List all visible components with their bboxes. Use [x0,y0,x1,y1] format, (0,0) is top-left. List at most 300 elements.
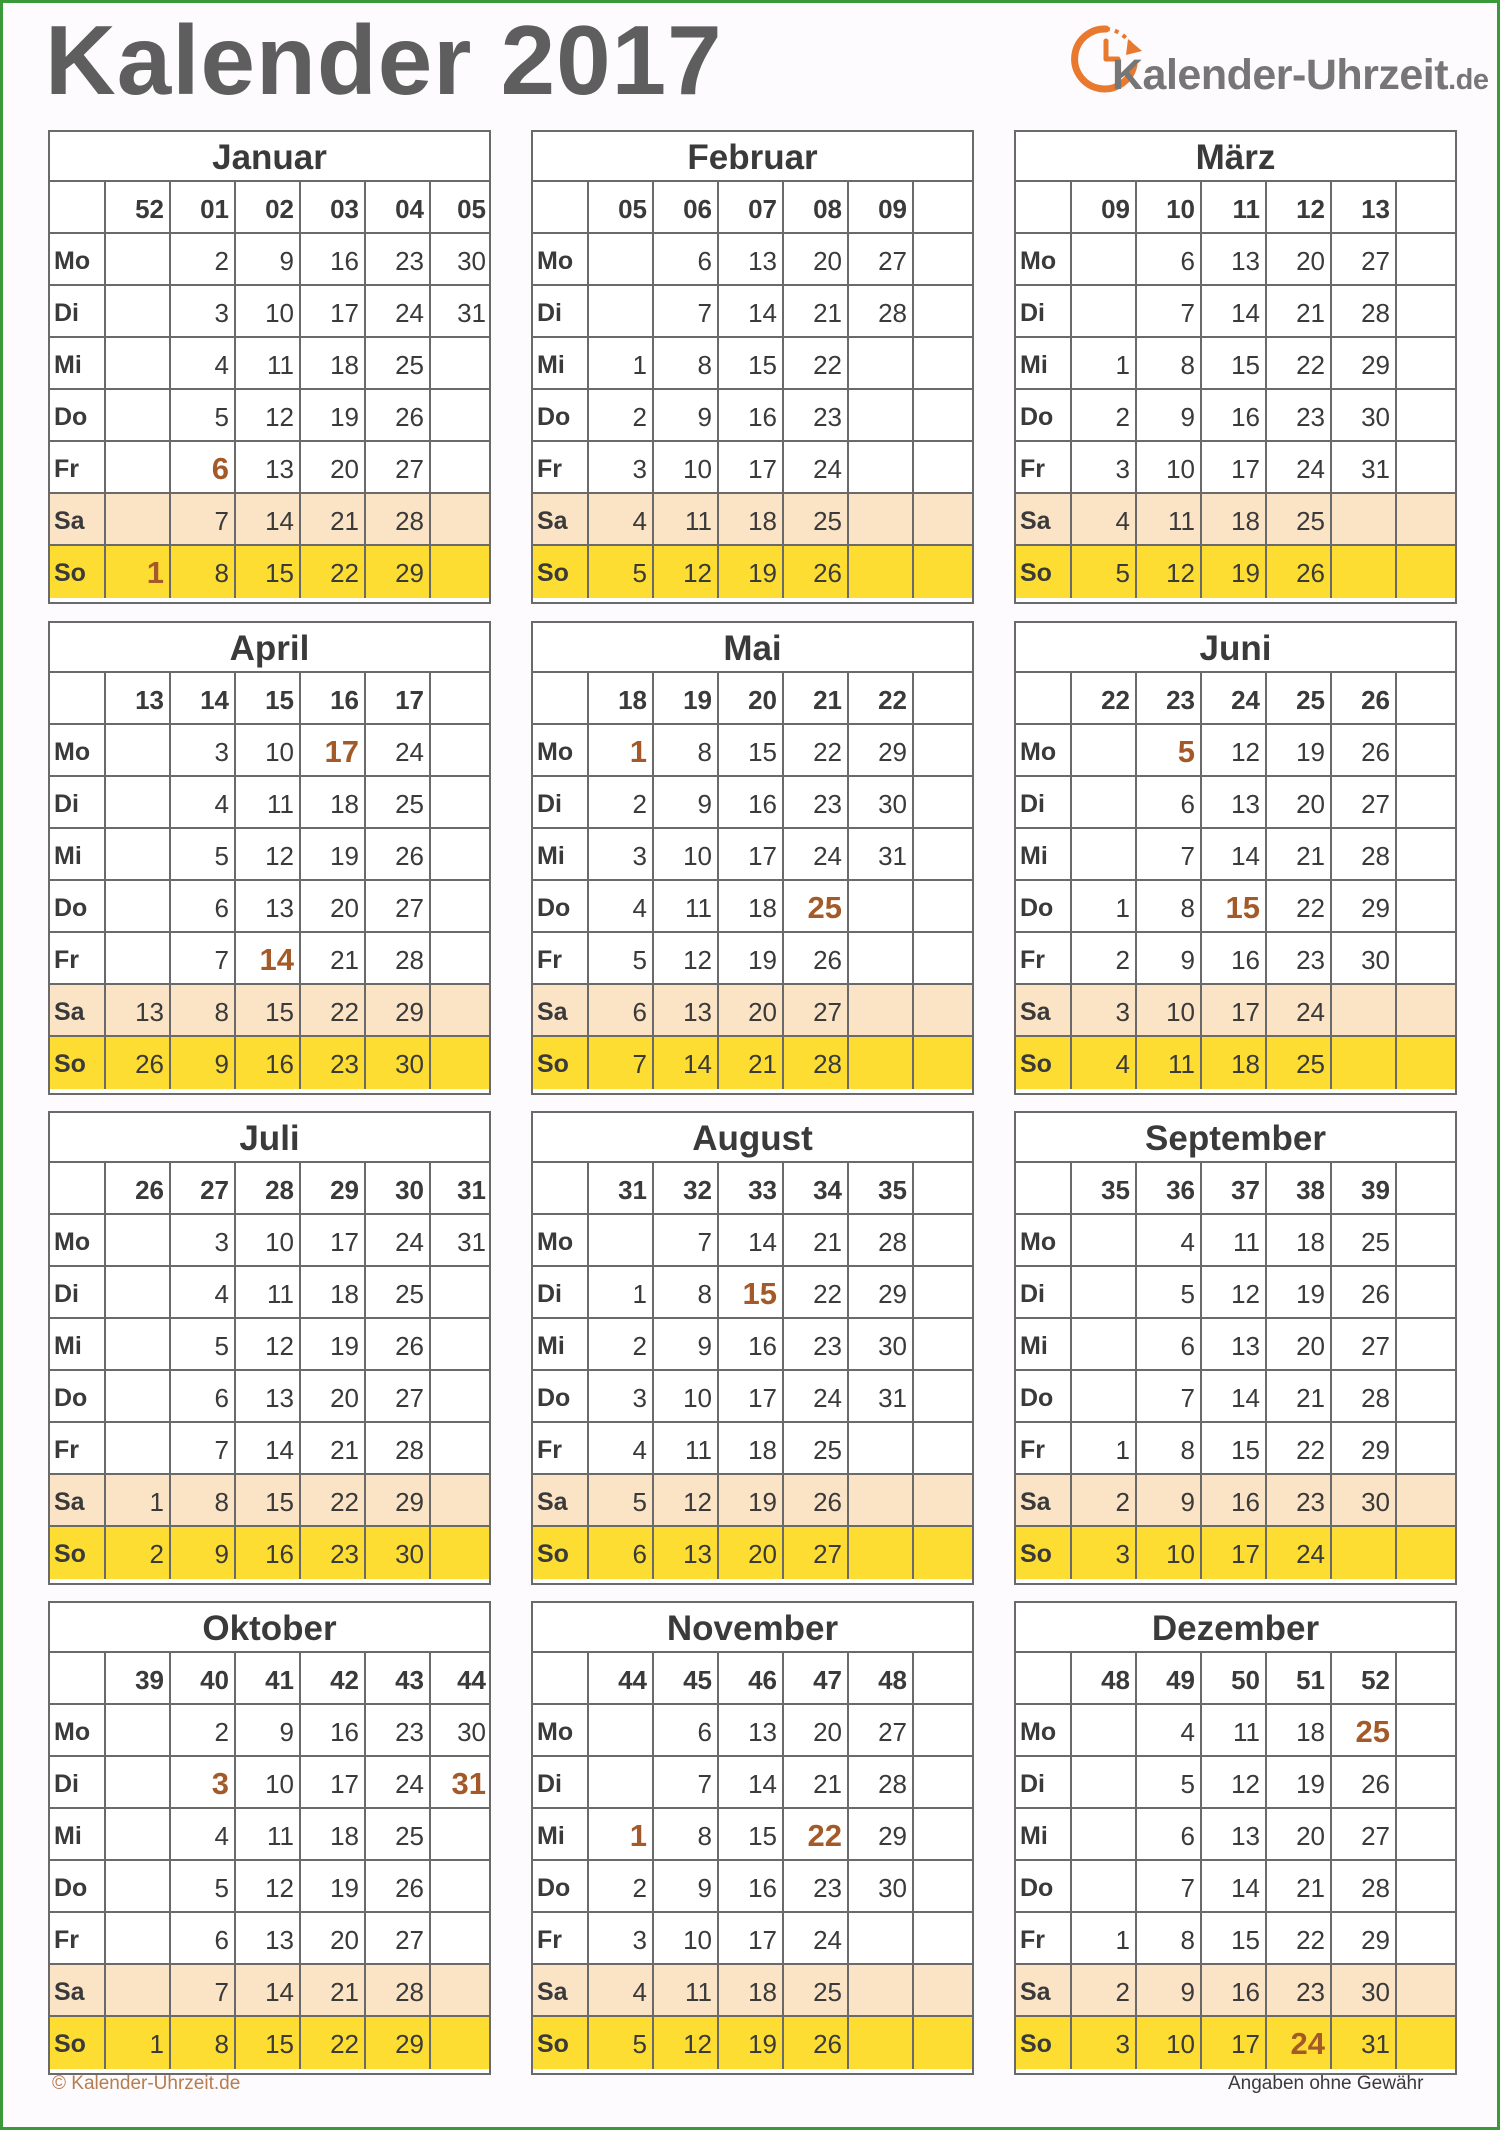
day-cell: 30 [849,777,914,829]
weekday-row-mo [50,725,489,777]
week-number: 37 [1202,1163,1267,1215]
weekday-row-di [1016,1267,1455,1319]
weekday-label: Mo [50,1705,106,1757]
day-cell: 25 [784,1423,849,1475]
day-cell: 7 [171,1423,236,1475]
day-cell [914,725,974,777]
day-cell: 19 [719,546,784,598]
day-cell [431,442,491,494]
day-cell: 28 [1332,1861,1397,1913]
day-cell: 28 [849,286,914,338]
day-cell: 15 [236,985,301,1037]
weekday-row-fr [1016,442,1455,494]
holiday-day-cell: 14 [236,933,301,985]
day-cell [431,1423,491,1475]
day-cell: 1 [1072,1913,1137,1965]
day-cell: 2 [171,234,236,286]
week-number: 40 [171,1653,236,1705]
day-cell: 17 [1202,2017,1267,2069]
day-cell: 23 [366,234,431,286]
corner-cell [50,673,106,725]
day-cell: 17 [719,829,784,881]
month-name: Mai [533,623,972,673]
day-cell: 8 [654,1809,719,1861]
day-cell: 8 [171,546,236,598]
weekday-label: So [533,2017,589,2069]
day-cell: 22 [1267,1913,1332,1965]
week-number-row [533,1163,972,1215]
day-cell: 3 [1072,442,1137,494]
day-cell: 16 [719,1861,784,1913]
day-cell [914,829,974,881]
day-cell [431,390,491,442]
weekday-row-so [1016,1527,1455,1579]
day-cell: 20 [1267,1809,1332,1861]
day-cell: 14 [654,1037,719,1089]
day-cell: 22 [301,985,366,1037]
weekday-row-mo [50,1705,489,1757]
weekday-row-fr [533,442,972,494]
weekday-row-so [50,2017,489,2069]
month-name: März [1016,132,1455,182]
week-number: 13 [106,673,171,725]
month-7 [48,1111,491,1585]
day-cell: 24 [366,1757,431,1809]
day-cell: 13 [654,985,719,1037]
week-number: 36 [1137,1163,1202,1215]
day-cell [914,1215,974,1267]
day-cell: 7 [1137,1861,1202,1913]
day-cell: 4 [171,777,236,829]
weekday-label: Mi [1016,1809,1072,1861]
day-cell: 5 [171,829,236,881]
day-cell: 16 [719,390,784,442]
day-cell: 2 [171,1705,236,1757]
week-number: 21 [784,673,849,725]
day-cell [1397,2017,1457,2069]
day-cell [431,1371,491,1423]
weekday-row-so [50,1527,489,1579]
weekday-row-do [1016,1861,1455,1913]
day-cell: 21 [784,286,849,338]
month-3 [1014,130,1457,604]
day-cell: 10 [236,1757,301,1809]
day-cell: 11 [236,1267,301,1319]
day-cell: 4 [171,1267,236,1319]
day-cell: 26 [366,829,431,881]
day-cell: 18 [719,881,784,933]
day-cell: 6 [171,1913,236,1965]
day-cell: 24 [366,1215,431,1267]
day-cell: 11 [1137,1037,1202,1089]
day-cell: 4 [1137,1705,1202,1757]
day-cell [849,1913,914,1965]
weekday-row-di [533,1267,972,1319]
day-cell [106,390,171,442]
day-cell: 29 [849,1267,914,1319]
day-cell: 10 [236,725,301,777]
weekday-row-mo [1016,1705,1455,1757]
weekday-label: Do [533,1861,589,1913]
day-cell: 20 [301,881,366,933]
weekday-row-sa [1016,985,1455,1037]
day-cell: 7 [654,1215,719,1267]
day-cell: 21 [1267,1861,1332,1913]
week-number: 48 [1072,1653,1137,1705]
day-cell: 12 [1202,725,1267,777]
day-cell: 13 [719,234,784,286]
week-number: 23 [1137,673,1202,725]
day-cell: 26 [1267,546,1332,598]
day-cell [849,985,914,1037]
day-cell: 4 [589,881,654,933]
day-cell: 17 [1202,442,1267,494]
weekday-row-sa [50,1475,489,1527]
day-cell [1397,234,1457,286]
weekday-row-mi [50,1809,489,1861]
weekday-label: Mi [533,1809,589,1861]
weekday-label: Do [1016,881,1072,933]
day-cell: 19 [719,2017,784,2069]
week-number-row [1016,182,1455,234]
day-cell [914,1475,974,1527]
day-cell: 8 [1137,1913,1202,1965]
day-cell: 22 [784,1267,849,1319]
weekday-label: Fr [533,1913,589,1965]
day-cell: 15 [719,1809,784,1861]
week-number: 51 [1267,1653,1332,1705]
month-name: Oktober [50,1603,489,1653]
day-cell: 5 [589,1475,654,1527]
day-cell: 2 [589,777,654,829]
day-cell: 16 [301,234,366,286]
day-cell [1332,546,1397,598]
day-cell: 21 [1267,829,1332,881]
day-cell: 19 [301,1319,366,1371]
weekday-row-mi [1016,1319,1455,1371]
day-cell: 3 [589,1371,654,1423]
day-cell [914,1319,974,1371]
day-cell [1397,1475,1457,1527]
weekday-label: Sa [1016,985,1072,1037]
day-cell: 8 [171,1475,236,1527]
day-cell: 2 [589,390,654,442]
day-cell: 23 [301,1527,366,1579]
weekday-label: Do [50,1371,106,1423]
day-cell: 9 [654,777,719,829]
weekday-row-di [1016,777,1455,829]
weekday-row-do [533,881,972,933]
day-cell [431,1809,491,1861]
day-cell: 17 [301,1757,366,1809]
day-cell [914,1913,974,1965]
weekday-row-sa [50,1965,489,2017]
day-cell: 14 [719,286,784,338]
day-cell [1397,1965,1457,2017]
day-cell: 21 [784,1757,849,1809]
weekday-row-mo [50,1215,489,1267]
day-cell: 18 [301,777,366,829]
day-cell: 21 [301,1423,366,1475]
day-cell: 11 [654,1423,719,1475]
day-cell: 13 [1202,777,1267,829]
week-number: 30 [366,1163,431,1215]
corner-cell [50,182,106,234]
day-cell: 23 [1267,1475,1332,1527]
day-cell: 23 [366,1705,431,1757]
week-number: 27 [171,1163,236,1215]
weekday-label: So [1016,2017,1072,2069]
day-cell: 3 [171,725,236,777]
day-cell [431,777,491,829]
day-cell: 30 [1332,933,1397,985]
day-cell [589,1215,654,1267]
day-cell: 6 [1137,777,1202,829]
weekday-label: Fr [50,1913,106,1965]
day-cell [1072,286,1137,338]
day-cell [106,777,171,829]
day-cell [914,881,974,933]
day-cell: 26 [784,546,849,598]
week-number: 31 [431,1163,491,1215]
weekday-label: Di [533,1267,589,1319]
corner-cell [533,673,589,725]
day-cell [1397,985,1457,1037]
day-cell: 20 [719,985,784,1037]
weekday-label: Sa [533,1965,589,2017]
day-cell: 24 [366,725,431,777]
day-cell: 7 [1137,1371,1202,1423]
day-cell: 13 [1202,1319,1267,1371]
day-cell [106,829,171,881]
month-1 [48,130,491,604]
holiday-day-cell: 31 [431,1757,491,1809]
weekday-label: Sa [50,985,106,1037]
weekday-label: Di [50,1267,106,1319]
weekday-label: Di [533,286,589,338]
day-cell: 8 [654,1267,719,1319]
week-number: 18 [589,673,654,725]
day-cell: 18 [301,1267,366,1319]
day-cell [1397,1371,1457,1423]
week-number: 28 [236,1163,301,1215]
corner-cell [533,1653,589,1705]
day-cell: 4 [589,1423,654,1475]
day-cell [431,2017,491,2069]
weekday-row-do [533,390,972,442]
day-cell: 27 [366,881,431,933]
day-cell [431,881,491,933]
weekday-row-so [533,1037,972,1089]
day-cell: 6 [1137,1319,1202,1371]
day-cell: 28 [366,494,431,546]
day-cell [914,1861,974,1913]
day-cell [849,2017,914,2069]
weekday-row-do [533,1371,972,1423]
day-cell: 1 [1072,881,1137,933]
weekday-label: Mi [533,829,589,881]
day-cell: 17 [301,286,366,338]
day-cell [1332,985,1397,1037]
weekday-row-sa [533,1965,972,2017]
week-number: 38 [1267,1163,1332,1215]
week-number: 41 [236,1653,301,1705]
month-11 [531,1601,974,2075]
day-cell: 12 [1137,546,1202,598]
day-cell: 29 [1332,881,1397,933]
day-cell: 18 [719,1965,784,2017]
week-number: 26 [106,1163,171,1215]
day-cell: 23 [1267,933,1332,985]
day-cell: 10 [654,442,719,494]
weekday-row-di [533,1757,972,1809]
day-cell: 29 [1332,1913,1397,1965]
day-cell: 26 [366,1319,431,1371]
day-cell: 11 [654,1965,719,2017]
day-cell: 2 [589,1861,654,1913]
day-cell [1397,1423,1457,1475]
week-number: 48 [849,1653,914,1705]
day-cell: 16 [719,777,784,829]
day-cell: 4 [1137,1215,1202,1267]
day-cell [1072,725,1137,777]
day-cell: 15 [1202,338,1267,390]
week-number: 52 [106,182,171,234]
day-cell: 5 [171,1319,236,1371]
weekday-label: Sa [1016,494,1072,546]
weekday-row-so [533,1527,972,1579]
day-cell: 6 [1137,1809,1202,1861]
week-number: 11 [1202,182,1267,234]
day-cell [431,1965,491,2017]
weekday-label: Do [533,390,589,442]
day-cell: 12 [236,1861,301,1913]
day-cell: 19 [719,1475,784,1527]
logo-name: Kalender-Uhrzeit [1112,51,1449,99]
weekday-label: So [1016,1037,1072,1089]
corner-cell [533,182,589,234]
weekday-label: Mi [1016,829,1072,881]
weekday-label: So [50,546,106,598]
weekday-row-fr [50,1913,489,1965]
day-cell [106,286,171,338]
weekday-row-so [50,546,489,598]
day-cell: 21 [1267,1371,1332,1423]
day-cell [1397,286,1457,338]
month-name: Dezember [1016,1603,1455,1653]
day-cell: 30 [431,1705,491,1757]
weekday-row-do [50,1861,489,1913]
day-cell: 11 [236,338,301,390]
corner-cell [1016,1163,1072,1215]
day-cell: 8 [171,2017,236,2069]
week-number: 05 [431,182,491,234]
day-cell: 29 [366,2017,431,2069]
day-cell [1072,1215,1137,1267]
day-cell [1397,546,1457,598]
day-cell [106,1215,171,1267]
day-cell: 12 [236,829,301,881]
holiday-day-cell: 1 [589,1809,654,1861]
day-cell: 10 [654,829,719,881]
day-cell: 13 [236,881,301,933]
day-cell: 12 [1202,1267,1267,1319]
weekday-label: So [1016,546,1072,598]
week-number: 34 [784,1163,849,1215]
day-cell: 14 [719,1215,784,1267]
day-cell: 20 [719,1527,784,1579]
day-cell: 2 [1072,1475,1137,1527]
day-cell: 10 [1137,985,1202,1037]
day-cell: 10 [654,1913,719,1965]
day-cell: 27 [366,1371,431,1423]
day-cell: 11 [1202,1215,1267,1267]
day-cell [914,1527,974,1579]
day-cell: 25 [366,338,431,390]
weekday-label: Mi [1016,338,1072,390]
day-cell: 19 [1267,725,1332,777]
day-cell: 29 [849,725,914,777]
day-cell: 2 [589,1319,654,1371]
day-cell: 13 [106,985,171,1037]
day-cell: 25 [784,494,849,546]
day-cell: 27 [1332,1319,1397,1371]
day-cell: 7 [654,1757,719,1809]
day-cell [914,2017,974,2069]
day-cell: 27 [849,234,914,286]
weekday-label: Di [50,286,106,338]
day-cell: 30 [366,1037,431,1089]
day-cell: 24 [784,1913,849,1965]
day-cell: 15 [1202,1913,1267,1965]
day-cell [849,1037,914,1089]
day-cell [431,725,491,777]
day-cell: 22 [301,2017,366,2069]
weekday-label: So [50,2017,106,2069]
week-number: 06 [654,182,719,234]
weekday-row-mi [533,829,972,881]
weekday-label: Mi [1016,1319,1072,1371]
day-cell: 7 [1137,286,1202,338]
day-cell: 14 [236,1965,301,2017]
week-number [1397,673,1457,725]
day-cell [106,1913,171,1965]
weekday-label: Mi [50,1809,106,1861]
day-cell: 6 [589,985,654,1037]
corner-cell [1016,182,1072,234]
week-number: 15 [236,673,301,725]
day-cell [1397,933,1457,985]
weekday-label: Do [533,881,589,933]
day-cell: 10 [236,286,301,338]
day-cell: 11 [654,494,719,546]
day-cell: 26 [784,933,849,985]
day-cell: 16 [1202,933,1267,985]
week-number: 50 [1202,1653,1267,1705]
day-cell [106,338,171,390]
month-12 [1014,1601,1457,2075]
logo-tld: .de [1448,64,1489,96]
day-cell: 2 [1072,1965,1137,2017]
day-cell [1072,829,1137,881]
day-cell: 17 [1202,985,1267,1037]
day-cell [849,442,914,494]
week-number: 43 [366,1653,431,1705]
day-cell: 13 [1202,234,1267,286]
day-cell: 12 [654,933,719,985]
day-cell: 8 [1137,881,1202,933]
weekday-label: Di [1016,286,1072,338]
